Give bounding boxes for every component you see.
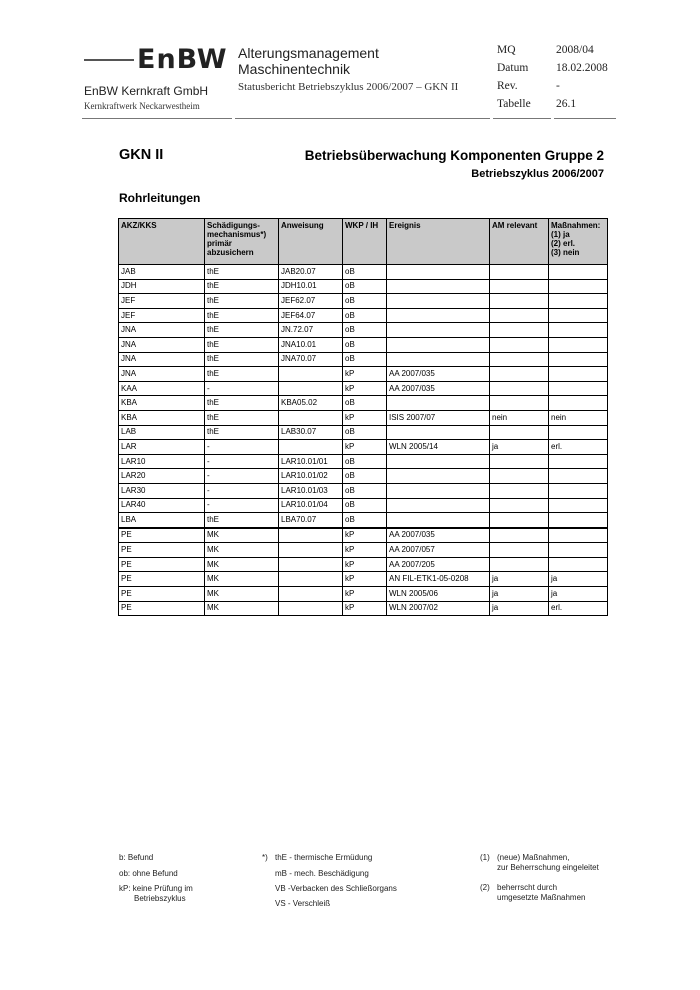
cell-massnahmen — [549, 513, 608, 528]
cell-akz-kks: PE — [119, 543, 205, 558]
cell-am-relevant — [490, 396, 549, 411]
cell-wkp-ih: oB — [343, 513, 387, 528]
cell-akz-kks: LAR — [119, 440, 205, 455]
cell-massnahmen — [549, 337, 608, 352]
cell-massnahmen: ja — [549, 572, 608, 587]
legend-befund: b: Befund — [119, 853, 154, 862]
cell-akz-kks: PE — [119, 572, 205, 587]
legend-massnahmen-2a: beherrscht durch — [497, 883, 558, 892]
meta-label-mq: MQ — [497, 44, 516, 56]
cell-ereignis: WLN 2005/14 — [387, 440, 490, 455]
cell-massnahmen — [549, 352, 608, 367]
cell-mechanismus: thE — [205, 323, 279, 338]
cell-wkp-ih: oB — [343, 337, 387, 352]
cell-akz-kks: LAB — [119, 425, 205, 440]
cell-ereignis: AN FIL-ETK1-05-0208 — [387, 572, 490, 587]
cell-ereignis — [387, 425, 490, 440]
cell-ereignis — [387, 396, 490, 411]
cell-mechanismus: MK — [205, 543, 279, 558]
cell-akz-kks: JNA — [119, 367, 205, 382]
table-row — [119, 294, 608, 309]
header-wkp-ih: WKP / IH — [343, 219, 387, 265]
table-row — [119, 587, 608, 602]
unit-label: GKN II — [119, 147, 164, 163]
cell-ereignis: WLN 2005/06 — [387, 587, 490, 602]
cell-massnahmen — [549, 469, 608, 484]
cell-mechanismus: thE — [205, 367, 279, 382]
cell-wkp-ih: kP — [343, 528, 387, 543]
cell-massnahmen: ja — [549, 587, 608, 602]
legend-massnahmen-1a: (neue) Maßnahmen, — [497, 853, 570, 862]
cell-akz-kks: KAA — [119, 381, 205, 396]
cell-massnahmen — [549, 498, 608, 513]
cell-am-relevant — [490, 381, 549, 396]
header-title-line2: Maschinentechnik — [238, 61, 351, 77]
cell-anweisung — [279, 572, 343, 587]
legend-keine-pruefung: kP: keine Prüfung im — [119, 884, 193, 893]
cell-anweisung: LBA70.07 — [279, 513, 343, 528]
cell-anweisung: JNA70.07 — [279, 352, 343, 367]
cell-ereignis: AA 2007/035 — [387, 528, 490, 543]
cell-massnahmen — [549, 483, 608, 498]
cell-am-relevant — [490, 265, 549, 280]
cell-akz-kks: LAR40 — [119, 498, 205, 513]
cell-wkp-ih: oB — [343, 265, 387, 280]
cell-ereignis: WLN 2007/02 — [387, 601, 490, 616]
table-row — [119, 454, 608, 469]
cell-massnahmen — [549, 557, 608, 572]
cell-akz-kks: LBA — [119, 513, 205, 528]
cell-akz-kks: LAR30 — [119, 483, 205, 498]
logo-rule — [84, 59, 134, 61]
legend-vb: VB -Verbacken des Schließorgans — [275, 884, 397, 893]
meta-value-tabelle: 26.1 — [556, 98, 577, 110]
cell-mechanismus: thE — [205, 396, 279, 411]
legend-mb: mB - mech. Beschädigung — [275, 869, 369, 878]
cell-am-relevant — [490, 425, 549, 440]
header-subtitle: Statusbericht Betriebszyklus 2006/2007 – GKN II — [238, 81, 459, 93]
table-row — [119, 557, 608, 572]
cell-anweisung: JDH10.01 — [279, 279, 343, 294]
table-row — [119, 528, 608, 543]
cell-mechanismus: thE — [205, 410, 279, 425]
section-title: Rohrleitungen — [119, 191, 201, 205]
cell-massnahmen: erl. — [549, 601, 608, 616]
table-row — [119, 440, 608, 455]
cell-am-relevant: ja — [490, 440, 549, 455]
table-row — [119, 513, 608, 528]
cell-am-relevant: ja — [490, 601, 549, 616]
cell-akz-kks: JNA — [119, 352, 205, 367]
cell-am-relevant — [490, 469, 549, 484]
cell-wkp-ih: kP — [343, 557, 387, 572]
cell-massnahmen — [549, 308, 608, 323]
cell-ereignis: AA 2007/035 — [387, 367, 490, 382]
cell-mechanismus: thE — [205, 337, 279, 352]
components-table — [118, 218, 608, 616]
cell-anweisung: LAR10.01/02 — [279, 469, 343, 484]
table-row — [119, 469, 608, 484]
cell-anweisung: LAR10.01/01 — [279, 454, 343, 469]
cell-wkp-ih: kP — [343, 381, 387, 396]
cell-mechanismus: thE — [205, 513, 279, 528]
header-akz-kks: AKZ/KKS — [119, 219, 205, 265]
table-row — [119, 601, 608, 616]
cell-massnahmen — [549, 265, 608, 280]
cell-wkp-ih: kP — [343, 543, 387, 558]
cell-mechanismus: thE — [205, 279, 279, 294]
cell-massnahmen — [549, 543, 608, 558]
cell-mechanismus: - — [205, 483, 279, 498]
cell-am-relevant: ja — [490, 587, 549, 602]
cell-akz-kks: PE — [119, 587, 205, 602]
legend-num-1: (1) — [480, 853, 490, 862]
cell-anweisung: LAB30.07 — [279, 425, 343, 440]
cell-akz-kks: JDH — [119, 279, 205, 294]
table-row — [119, 337, 608, 352]
table-row — [119, 425, 608, 440]
cell-am-relevant: ja — [490, 572, 549, 587]
meta-value-rev: - — [556, 80, 560, 92]
cell-am-relevant — [490, 323, 549, 338]
cell-mechanismus: MK — [205, 572, 279, 587]
cell-mechanismus: - — [205, 440, 279, 455]
meta-value-mq: 2008/04 — [556, 44, 594, 56]
cell-am-relevant: nein — [490, 410, 549, 425]
cell-wkp-ih: kP — [343, 587, 387, 602]
cell-anweisung: KBA05.02 — [279, 396, 343, 411]
cell-anweisung — [279, 381, 343, 396]
cell-mechanismus: MK — [205, 601, 279, 616]
table-row — [119, 367, 608, 382]
cell-am-relevant — [490, 337, 549, 352]
meta-label-tabelle: Tabelle — [497, 98, 531, 110]
cell-am-relevant — [490, 483, 549, 498]
table-row — [119, 265, 608, 280]
cell-massnahmen — [549, 528, 608, 543]
cell-ereignis: AA 2007/057 — [387, 543, 490, 558]
cell-mechanismus: MK — [205, 557, 279, 572]
cell-wkp-ih: oB — [343, 469, 387, 484]
cell-massnahmen: nein — [549, 410, 608, 425]
cell-anweisung — [279, 543, 343, 558]
cell-ereignis — [387, 279, 490, 294]
header-rule-2 — [235, 118, 490, 119]
cell-ereignis — [387, 323, 490, 338]
table-row — [119, 381, 608, 396]
cell-wkp-ih: oB — [343, 425, 387, 440]
cell-am-relevant — [490, 294, 549, 309]
cell-wkp-ih: oB — [343, 483, 387, 498]
cell-mechanismus: - — [205, 498, 279, 513]
cell-mechanismus: - — [205, 381, 279, 396]
cell-wkp-ih: oB — [343, 323, 387, 338]
cell-ereignis — [387, 454, 490, 469]
header-anweisung: Anweisung — [279, 219, 343, 265]
cell-ereignis — [387, 294, 490, 309]
cell-massnahmen — [549, 294, 608, 309]
table-header-row — [119, 219, 608, 265]
header-mechanismus: Schädigungs- mechanismus*) primär abzusichern — [205, 219, 279, 265]
cell-wkp-ih: oB — [343, 279, 387, 294]
company-name: EnBW Kernkraft GmbH — [84, 84, 209, 98]
cell-wkp-ih: oB — [343, 454, 387, 469]
cell-ereignis — [387, 483, 490, 498]
cell-akz-kks: JNA — [119, 323, 205, 338]
cell-wkp-ih: oB — [343, 308, 387, 323]
meta-value-datum: 18.02.2008 — [556, 62, 608, 74]
cell-mechanismus: thE — [205, 294, 279, 309]
cycle-label: Betriebszyklus 2006/2007 — [471, 168, 604, 180]
cell-wkp-ih: kP — [343, 410, 387, 425]
cell-mechanismus: MK — [205, 528, 279, 543]
cell-am-relevant — [490, 498, 549, 513]
header-rule-3 — [493, 118, 551, 119]
legend-num-2: (2) — [480, 883, 490, 892]
table-row — [119, 323, 608, 338]
cell-wkp-ih: oB — [343, 396, 387, 411]
cell-anweisung: JNA10.01 — [279, 337, 343, 352]
cell-anweisung — [279, 587, 343, 602]
cell-anweisung — [279, 440, 343, 455]
cell-akz-kks: KBA — [119, 396, 205, 411]
table-row — [119, 498, 608, 513]
cell-ereignis: AA 2007/205 — [387, 557, 490, 572]
cell-am-relevant — [490, 352, 549, 367]
header-rule-1 — [82, 118, 232, 119]
cell-mechanismus: - — [205, 454, 279, 469]
cell-anweisung — [279, 367, 343, 382]
cell-akz-kks: LAR20 — [119, 469, 205, 484]
cell-am-relevant — [490, 308, 549, 323]
cell-massnahmen: erl. — [549, 440, 608, 455]
cell-mechanismus: - — [205, 469, 279, 484]
cell-mechanismus: thE — [205, 352, 279, 367]
cell-akz-kks: PE — [119, 528, 205, 543]
cell-massnahmen — [549, 323, 608, 338]
cell-wkp-ih: oB — [343, 352, 387, 367]
cell-am-relevant — [490, 557, 549, 572]
table-row — [119, 410, 608, 425]
enbw-logo: EnBW — [137, 44, 228, 75]
table-body — [119, 265, 608, 616]
cell-massnahmen — [549, 425, 608, 440]
legend-massnahmen-1b: zur Beherrschung eingeleitet — [497, 863, 599, 872]
cell-anweisung: LAR10.01/03 — [279, 483, 343, 498]
cell-am-relevant — [490, 513, 549, 528]
cell-wkp-ih: kP — [343, 367, 387, 382]
table-row — [119, 483, 608, 498]
cell-mechanismus: thE — [205, 265, 279, 280]
cell-akz-kks: PE — [119, 557, 205, 572]
cell-ereignis: ISIS 2007/07 — [387, 410, 490, 425]
table-row — [119, 308, 608, 323]
cell-akz-kks: JAB — [119, 265, 205, 280]
cell-ereignis — [387, 469, 490, 484]
cell-massnahmen — [549, 367, 608, 382]
meta-label-rev: Rev. — [497, 80, 518, 92]
header-title-line1: Alterungsmanagement — [238, 45, 379, 61]
cell-am-relevant — [490, 367, 549, 382]
header-massnahmen: Maßnahmen: (1) ja (2) erl. (3) nein — [549, 219, 608, 265]
cell-am-relevant — [490, 528, 549, 543]
plant-name: Kernkraftwerk Neckarwestheim — [84, 101, 200, 111]
header-am-relevant: AM relevant — [490, 219, 549, 265]
legend-ohne-befund: ob: ohne Befund — [119, 869, 178, 878]
cell-anweisung — [279, 528, 343, 543]
cell-akz-kks: LAR10 — [119, 454, 205, 469]
cell-massnahmen — [549, 381, 608, 396]
legend-massnahmen-2b: umgesetzte Maßnahmen — [497, 893, 586, 902]
table-row — [119, 352, 608, 367]
cell-wkp-ih: kP — [343, 601, 387, 616]
cell-wkp-ih: kP — [343, 572, 387, 587]
cell-ereignis — [387, 513, 490, 528]
cell-ereignis — [387, 265, 490, 280]
cell-anweisung: JEF64.07 — [279, 308, 343, 323]
header-rule-4 — [554, 118, 616, 119]
cell-ereignis — [387, 337, 490, 352]
cell-anweisung: JEF62.07 — [279, 294, 343, 309]
header-ereignis: Ereignis — [387, 219, 490, 265]
cell-mechanismus: thE — [205, 425, 279, 440]
cell-ereignis — [387, 352, 490, 367]
cell-massnahmen — [549, 279, 608, 294]
legend-vs: VS - Verschleiß — [275, 899, 331, 908]
cell-akz-kks: JEF — [119, 308, 205, 323]
table-row — [119, 279, 608, 294]
cell-akz-kks: PE — [119, 601, 205, 616]
cell-mechanismus: MK — [205, 587, 279, 602]
legend-the: thE - thermische Ermüdung — [275, 853, 373, 862]
legend-keine-pruefung-2: Betriebszyklus — [134, 894, 186, 903]
meta-label-datum: Datum — [497, 62, 529, 74]
table-row — [119, 572, 608, 587]
table-row — [119, 396, 608, 411]
cell-anweisung — [279, 557, 343, 572]
cell-ereignis — [387, 498, 490, 513]
cell-anweisung: JN.72.07 — [279, 323, 343, 338]
cell-akz-kks: JNA — [119, 337, 205, 352]
table-row — [119, 543, 608, 558]
cell-anweisung: LAR10.01/04 — [279, 498, 343, 513]
cell-ereignis — [387, 308, 490, 323]
cell-am-relevant — [490, 543, 549, 558]
cell-akz-kks: JEF — [119, 294, 205, 309]
cell-mechanismus: thE — [205, 308, 279, 323]
page-title: Betriebsüberwachung Komponenten Gruppe 2 — [304, 148, 604, 163]
cell-akz-kks: KBA — [119, 410, 205, 425]
cell-ereignis: AA 2007/035 — [387, 381, 490, 396]
cell-massnahmen — [549, 454, 608, 469]
cell-am-relevant — [490, 279, 549, 294]
cell-massnahmen — [549, 396, 608, 411]
cell-wkp-ih: oB — [343, 498, 387, 513]
cell-anweisung — [279, 601, 343, 616]
cell-anweisung — [279, 410, 343, 425]
cell-wkp-ih: kP — [343, 440, 387, 455]
legend-footnote-marker: *) — [262, 853, 268, 862]
cell-anweisung: JAB20.07 — [279, 265, 343, 280]
cell-wkp-ih: oB — [343, 294, 387, 309]
cell-am-relevant — [490, 454, 549, 469]
